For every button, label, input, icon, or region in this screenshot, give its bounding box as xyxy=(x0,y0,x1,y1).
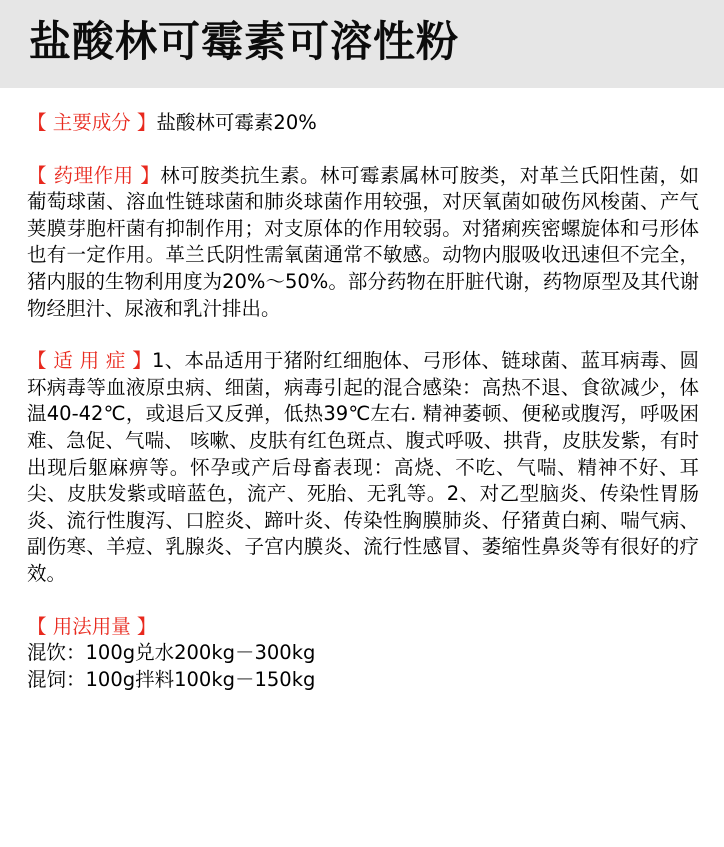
section-pharmacology xyxy=(27,163,699,323)
dosage-line-feed: 混饲：100g拌料100kg－150kg xyxy=(27,667,316,691)
section-heading: 【 药理作用 】 xyxy=(27,163,161,187)
section-heading: 【 主要成分 】 xyxy=(27,111,157,134)
page-title: 盐酸林可霉素可溶性粉 xyxy=(29,17,460,66)
section-body: 盐酸林可霉素20% xyxy=(156,111,317,134)
section-ingredients xyxy=(27,110,699,137)
section-body: 林可胺类抗生素。林可霉素属林可胺类，对革兰氏阳性菌，如葡萄球菌、溶血性链球菌和肺炎球菌作用较强，对厌氧菌如破伤风梭菌、产气荚膜芽胞杆菌有抑制作用；对支原体的作用较弱。对猪痢疾密螺旋体和弓形体也有一定作用。革兰氏阴性需氧菌通常不敏感。动物内服吸收迅速但不完全，猪内服的生物利用度为20%～50%。部分药物在肝脏代谢，药物原型及其代谢物经胆汁、尿液和乳汁排出。 xyxy=(27,163,699,320)
document-body xyxy=(27,110,699,693)
title-bar xyxy=(0,0,724,88)
dosage-line-drinking: 混饮：100g兑水200kg－300kg xyxy=(27,641,316,665)
section-body: 1、本品适用于猪附红细胞体、弓形体、链球菌、蓝耳病毒、圆环病毒等血液原虫病、细菌，病毒引起的混合感染：高热不退、食欲减少，体温40-42℃，或退后又反弹，低热39℃左右. 精神萎顿、便秘或腹泻，呼吸困难、急促、气喘、 咳嗽、皮肤有红色斑点、腹式呼吸、拱背，皮肤发紫，有时出现后躯麻痹等。怀孕或产后母畜表现：高烧、不吃、气喘、精神不好、耳尖、皮肤发紫或暗蓝色，流产、死胎、无乳等。2、对乙型脑炎、传染性胃肠炎、流行性腹泻、口腔炎、蹄叶炎、传染性胸膜肺炎、仔猪黄白痢、喘气病、副伤寒、羊痘、乳腺炎、子宫内膜炎、流行性感冒、萎缩性鼻炎等有很好的疗效。 xyxy=(27,349,699,585)
section-indications xyxy=(27,348,699,587)
section-heading: 【 用法用量 】 xyxy=(27,614,157,638)
section-dosage xyxy=(27,614,699,694)
section-heading: 【 适 用 症 】 xyxy=(27,349,152,373)
